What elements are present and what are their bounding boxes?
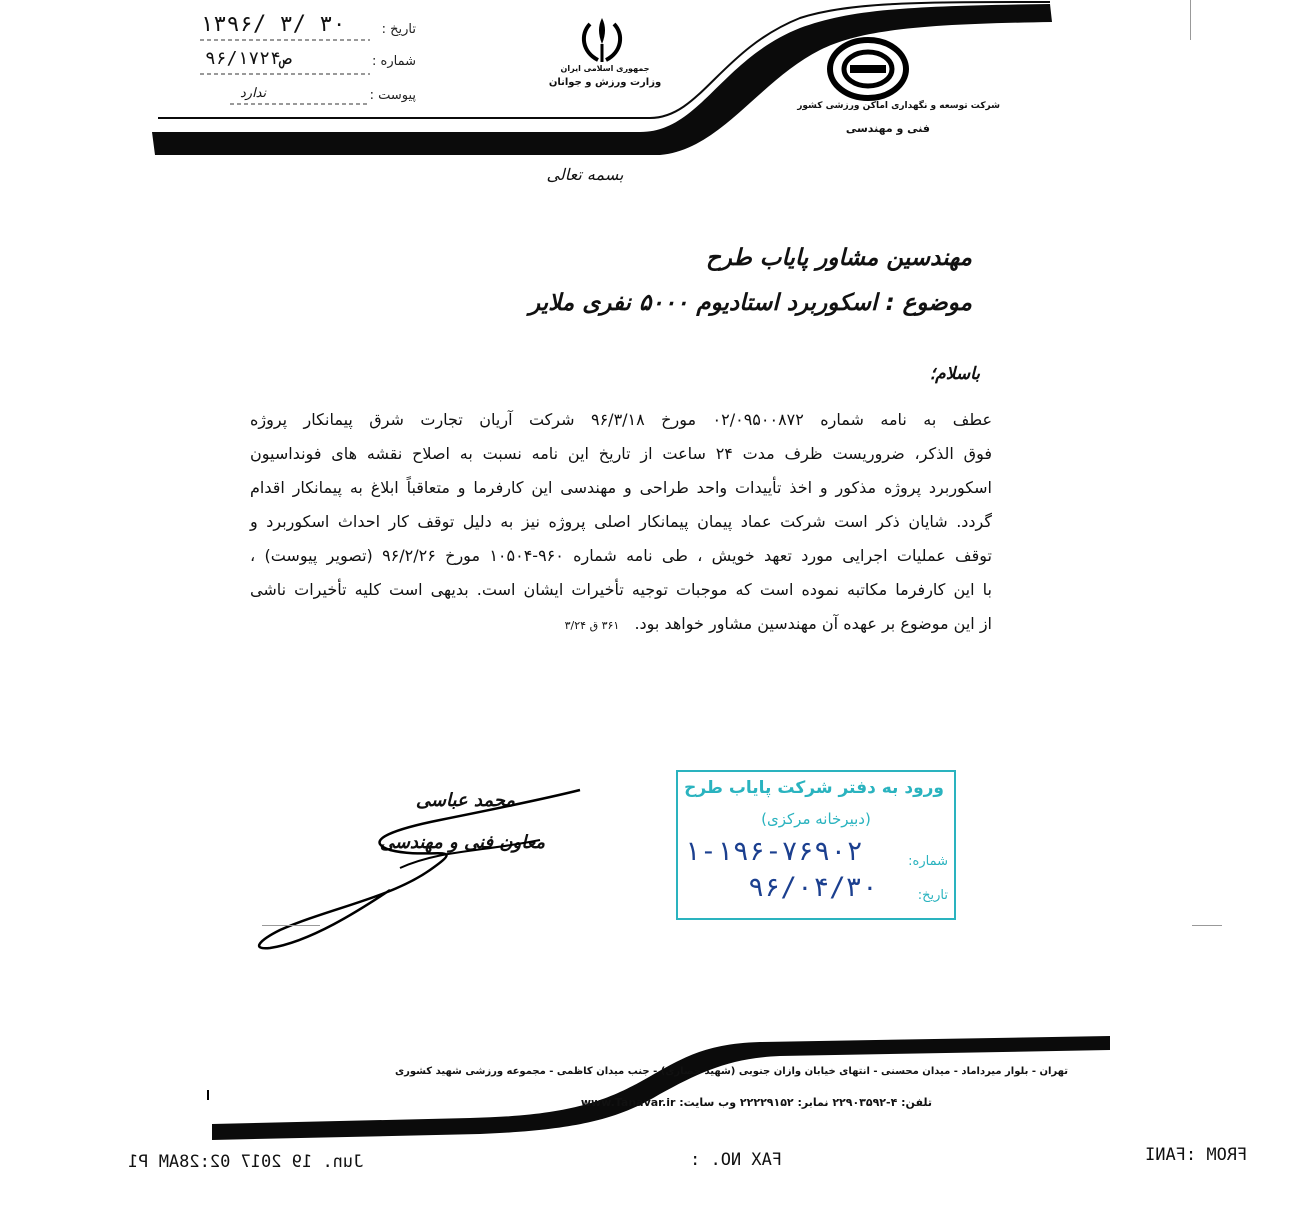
recipient: مهندسین مشاور پایاب طرح (705, 245, 972, 271)
fax-number: FAX NO. : (690, 1150, 783, 1170)
signatory-name: محمد عباسی (415, 790, 515, 811)
signatory-title: معاون فنی و مهندسی (379, 832, 545, 853)
ministry-name (530, 62, 680, 90)
ministry-line-2: وزارت ورزش و جوانان (548, 77, 662, 88)
stamp-date-value: ۹۶/۰۴/۳۰ (748, 872, 879, 903)
stamp-subtitle: (دبیرخانه مرکزی) (761, 810, 871, 828)
footer-address: تهران - بلوار میرداماد - میدان محسنی - انتهای خیابان وازان جنوبی (شهید حصاری) - جنب میدان کاظمی - مجموعه ورزشی شهید کشوری (394, 1066, 1068, 1077)
invocation: بسمه تعالی (546, 165, 624, 184)
footer-tick (207, 1090, 209, 1100)
handwritten-signature-icon (240, 780, 600, 960)
body-line-7-text: از این موضوع بر عهده آن مهندسین مشاور خواهد بود. (634, 614, 992, 633)
body-line-1: عطف به نامه شماره ۰۲/۰۹۵۰۰۸۷۲ مورخ ۹۶/۳/۱۸ شرکت آریان تجارت شرق پیمانکار پروژه (250, 410, 992, 429)
body-line-2: فوق الذکر، ضروریست ظرف مدت ۲۴ ساعت از تاریخ این نامه نسبت به اصلاح نقشه های فونداسیون (250, 444, 992, 463)
stamp-date-label: تاریخ: (917, 888, 948, 903)
body-line-4: گردد. شایان ذکر است شرکت عماد پیمان پیمانکار اصلی پروژه نیز به دلیل توقف کار احداث اسکوربرد و (250, 512, 992, 531)
iran-emblem-icon (572, 14, 632, 66)
footer-band (0, 1030, 1302, 1140)
received-stamp (676, 770, 956, 920)
body-line-6: با این کارفرما مکاتبه نموده است که موجبات توجیه تأخیرات ایشان است. بدیهی است کلیه تأخیرات ناشی (250, 580, 992, 599)
organization-logo-icon (820, 35, 920, 105)
stamp-title: ورود به دفتر شرکت پایاب طرح (684, 778, 944, 798)
scan-mark-top (1190, 0, 1191, 40)
ministry-line-1: جمهوری اسلامی ایران (560, 64, 650, 73)
fax-timestamp: Jun. 19 2017 02:28AM P1 (128, 1152, 364, 1172)
body-annotation: ۳۶۱ ق ۳/۲۴ (564, 619, 620, 632)
attachment-value: ندارد (240, 86, 267, 101)
stamp-number-value: ۱-۱۹۶-۷۶۹۰۲ (684, 836, 863, 867)
letter-body (250, 410, 992, 648)
date-value: ۱۳۹۶/ ۳/ ۳۰ (200, 12, 346, 37)
salutation: باسلام؛ (929, 364, 980, 384)
number-value: ۹۶/۱۷۲۴ص (205, 48, 292, 69)
organization-department: فنی و مهندسی (845, 122, 930, 135)
body-line-5: توقف عملیات اجرایی مورد تعهد خویش ، طی نامه شماره ۹۶۰-۱۰۵۰۴ مورخ ۹۶/۲/۲۶ (تصویر پیوست) ، (250, 546, 992, 565)
number-label: شماره : (372, 54, 416, 69)
fax-from: FROM :FANI (1145, 1145, 1248, 1165)
date-label: تاریخ : (381, 22, 416, 37)
organization-name: شرکت توسعه و نگهداری اماکن ورزشی کشور (797, 101, 1000, 111)
scan-mark-left (262, 925, 320, 926)
stamp-number-label: شماره: (908, 854, 948, 869)
letter-subject: موضوع : اسکوربرد استادیوم ۵۰۰۰ نفری ملایر (529, 290, 972, 316)
footer-contact: تلفن: ۴-۲۲۹۰۳۵۹۲ نمابر: ۲۲۲۲۹۱۵۲ وب سایت: www.Tanavar.ir (580, 1096, 932, 1109)
body-line-3: اسکوربرد پروژه مذکور و اخذ تأییدات واحد طراحی و مهندسی این کارفرما و متعاقباً ابلاغ به پیمانکار اقدام (250, 478, 992, 497)
attachment-label: پیوست : (369, 88, 416, 103)
scan-mark-right (1192, 925, 1222, 926)
header-field-dotted-lines (190, 0, 390, 110)
body-line-7 (250, 614, 992, 648)
